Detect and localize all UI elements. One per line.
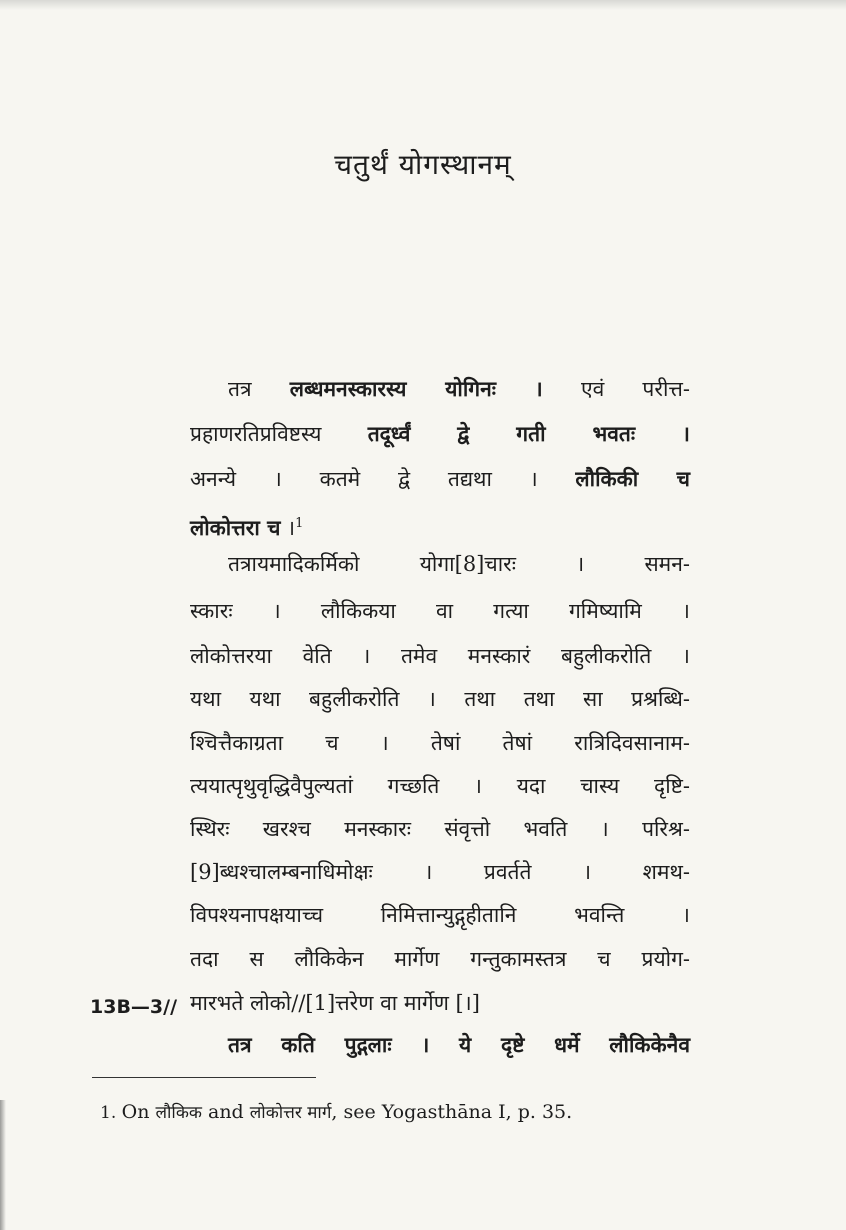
- text-line: [228, 374, 690, 404]
- text-segment: प्रहाणरतिप्रविष्टस्य: [190, 422, 368, 446]
- scan-top-edge: [0, 0, 846, 10]
- text-line: [190, 641, 690, 671]
- text-line: [190, 944, 690, 974]
- text-segment: स्कारः । लौकिकया वा गत्या गमिष्यामि ।: [190, 599, 690, 623]
- text-segment: तदा स लौकिकेन मार्गेण गन्तुकामस्तत्र च प्रयोग-: [190, 947, 690, 971]
- text-segment: तदूर्ध्वं द्वे गती भवतः ।: [367, 421, 690, 446]
- text-segment: त्ययात्पृथुवृद्धिवैपुल्यतां गच्छति । यदा चास्य दृष्टि-: [190, 774, 690, 798]
- text-segment: तत्रायमादिकर्मिको योगा[8]चारः । समन-: [228, 552, 690, 576]
- text-segment: लोकोत्तरया वेति । तमेव मनस्कारं बहुलीकरोति ।: [190, 644, 690, 668]
- text-line: [190, 900, 690, 930]
- text-segment: लौकिकी च: [575, 466, 690, 491]
- scan-left-edge: [0, 1100, 6, 1230]
- footnote-marker: 1: [295, 516, 304, 531]
- footnote-text-2: लौकिक: [155, 1103, 202, 1123]
- text-line: [190, 728, 690, 758]
- text-segment: स्थिरः खरश्च मनस्कारः संवृत्तो भवति । परिश्र-: [190, 817, 690, 841]
- footnote-text-5: , see Yogasthāna I, p. 35.: [331, 1101, 573, 1123]
- footnote-text-1: On: [121, 1101, 156, 1123]
- text-segment: लब्धमनस्कारस्य योगिनः ।: [289, 376, 543, 401]
- text-line: [190, 464, 690, 494]
- footnote-number: 1.: [100, 1103, 117, 1123]
- margin-reference: 13B—3//: [90, 996, 178, 1018]
- text-line: [190, 509, 690, 543]
- text-segment: तत्र: [228, 377, 290, 401]
- text-line: [228, 549, 690, 579]
- text-segment: मारभते लोको//[1]त्तरेण वा मार्गेण [।]: [190, 991, 480, 1015]
- text-segment: एवं परीत्त-: [542, 377, 690, 401]
- text-line: [190, 596, 690, 626]
- text-segment: श्चित्तैकाग्रता च । तेषां तेषां रात्रिदिवसानाम-: [190, 731, 690, 755]
- text-line: [190, 771, 690, 801]
- text-segment: तत्र कति पुद्गलाः । ये दृष्टे धर्मे लौकिकेनैव: [228, 1032, 690, 1057]
- text-line: [190, 857, 690, 887]
- text-segment: ।: [280, 516, 296, 540]
- text-segment: [9]ब्धश्चालम्बनाधिमोक्षः । प्रवर्तते । शमथ-: [190, 860, 690, 884]
- text-line: [228, 1030, 690, 1060]
- text-segment: विपश्यनापक्षयाच्च निमित्तान्युद्गृहीतानि भवन्ति ।: [190, 903, 690, 927]
- text-segment: अनन्ये । कतमे द्वे तद्यथा ।: [190, 467, 576, 491]
- chapter-title: चतुर्थं योगस्थानम्: [334, 148, 512, 181]
- text-line: [190, 419, 690, 449]
- text-line: [190, 988, 690, 1018]
- footnote: [100, 1100, 572, 1123]
- footnote-rule: [92, 1077, 316, 1078]
- text-segment: लोकोत्तरा च: [190, 515, 281, 540]
- footnote-text-3: and: [201, 1101, 250, 1123]
- footnote-text-4: लोकोत्तर मार्ग: [249, 1103, 332, 1123]
- text-segment: यथा यथा बहुलीकरोति । तथा तथा सा प्रश्रब्धि-: [190, 687, 690, 711]
- text-line: [190, 814, 690, 844]
- text-line: [190, 684, 690, 714]
